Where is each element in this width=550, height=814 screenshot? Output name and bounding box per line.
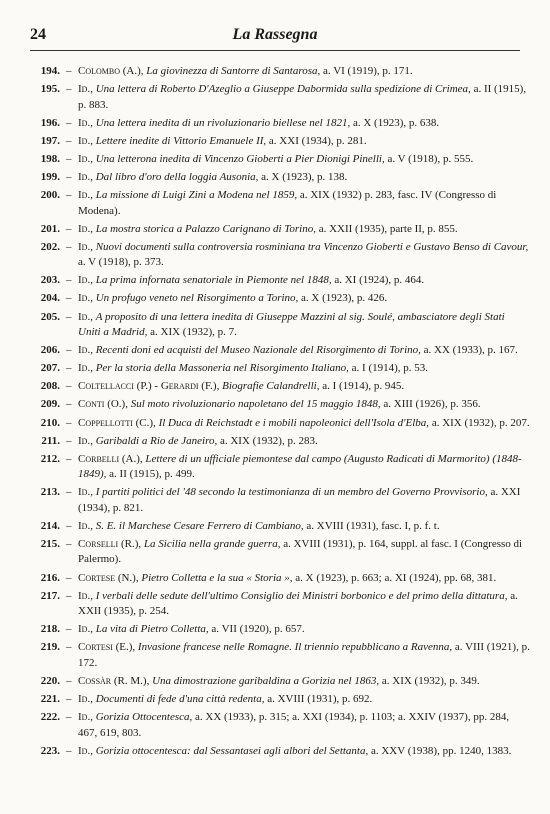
entry-dash: – xyxy=(66,434,72,447)
entry-author: Coppellotti (C.), xyxy=(78,416,156,429)
entry-citation: a. XX (1933), p. 167. xyxy=(423,344,518,357)
entry-title: La giovinezza di Santorre di Santarosa, xyxy=(146,65,321,77)
entry-number: 217. xyxy=(40,589,60,602)
entry-dash: – xyxy=(66,344,72,357)
entry-dash: – xyxy=(66,416,72,429)
entry-author: Cortesi (E.), xyxy=(78,641,136,654)
entry-author: Id., xyxy=(78,83,93,96)
bibliography-entry xyxy=(30,188,530,219)
bibliography-entry xyxy=(30,361,530,377)
entry-author: Id., xyxy=(78,189,93,202)
entry-citation: a. XVIII (1931), fasc. I, p. f. t. xyxy=(306,519,440,532)
entry-number: 215. xyxy=(40,537,60,550)
entry-dash: – xyxy=(66,189,72,202)
entry-dash: – xyxy=(66,116,72,129)
entry-dash: – xyxy=(66,589,72,602)
entry-author: Conti (O.), xyxy=(78,398,128,411)
entry-title: Nuovi documenti sulla controversia rosminiana tra Vincenzo Gioberti e Gustavo Benso di Cavour, xyxy=(95,240,529,253)
entry-dash: – xyxy=(66,222,72,235)
entry-citation: a. XIX (1932) p. 283, fasc. IV (Congresso di Modena). xyxy=(78,189,497,217)
entry-citation: a. VII (1920), p. 657. xyxy=(211,623,305,636)
entry-text xyxy=(78,379,530,395)
entry-dash: – xyxy=(66,152,72,165)
entry-citation: a. X (1923), p. 638. xyxy=(352,116,440,129)
entry-author: Id., xyxy=(78,519,93,532)
entry-citation: a. XXV (1938), pp. 1240, 1383. xyxy=(370,744,512,757)
entry-author: Cortese (N.), xyxy=(78,571,139,584)
entry-number: 219. xyxy=(40,641,60,654)
entry-author: Id., xyxy=(78,711,93,724)
entry-number: 211. xyxy=(41,434,60,447)
entry-author: Id., xyxy=(78,589,93,602)
entry-citation: a. V (1918), p. 555. xyxy=(387,152,474,165)
entry-number: 205. xyxy=(40,310,60,323)
bibliography-entry xyxy=(30,116,530,132)
bibliography-entry xyxy=(30,640,530,671)
entry-citation: a. XIX (1932), p. 7. xyxy=(150,326,237,339)
bibliography-entry xyxy=(30,589,530,620)
entry-title: La Sicilia nella grande guerra, xyxy=(143,537,281,550)
entry-number: 210. xyxy=(40,416,60,429)
entry-text xyxy=(78,361,530,377)
entry-dash: – xyxy=(66,519,72,532)
bibliography-entry xyxy=(30,674,530,690)
entry-citation: a. XXI (1934), p. 281. xyxy=(268,134,367,147)
bibliography-entry xyxy=(30,291,530,307)
bibliography-entry xyxy=(30,152,530,168)
page-header xyxy=(30,26,520,48)
entry-dash: – xyxy=(66,744,72,757)
entry-title: La mostra storica a Palazzo Carignano di Torino, xyxy=(95,222,316,235)
entry-number: 214. xyxy=(40,519,60,532)
entry-text xyxy=(78,170,530,186)
entry-text xyxy=(78,273,530,289)
entry-dash: – xyxy=(66,170,72,183)
entry-author: Id., xyxy=(78,222,93,235)
entry-text xyxy=(78,519,530,535)
entry-dash: – xyxy=(66,380,72,393)
entry-text xyxy=(78,240,530,271)
entry-citation: a. XXII (1935), parte II, p. 855. xyxy=(318,222,458,235)
entry-text xyxy=(78,188,530,219)
entry-title: Lettere inedite di Vittorio Emanuele II, xyxy=(95,134,267,147)
bibliography-entry xyxy=(30,82,530,113)
bibliography-entry xyxy=(30,622,530,638)
entry-citation: a. I (1914), p. 53. xyxy=(351,362,429,375)
entry-author: Id., xyxy=(78,693,93,706)
entry-dash: – xyxy=(66,310,72,323)
entry-author: Id., xyxy=(78,152,93,165)
entry-text xyxy=(78,152,530,168)
bibliography-entry xyxy=(30,485,530,516)
entry-author: Id., xyxy=(78,486,93,499)
entry-title: Una lettera di Roberto D'Azeglio a Giuseppe Dabormida sulla spedizione di Crimea, xyxy=(95,83,471,96)
entry-title: Dal libro d'oro della loggia Ausonia, xyxy=(95,170,259,183)
bibliography-entry xyxy=(30,64,530,80)
bibliography-entry xyxy=(30,692,530,708)
entry-number: 200. xyxy=(40,189,60,202)
entry-citation: a. XIX (1932), p. 349. xyxy=(381,674,480,687)
entry-title: Garibaldi a Rio de Janeiro, xyxy=(95,434,218,447)
entry-dash: – xyxy=(66,693,72,706)
bibliography-list xyxy=(30,64,530,762)
entry-title: A proposito di una lettera inedita di Giuseppe Mazzini al sig. Soulé, ambasciatore degli Stati Uniti a Madrid, xyxy=(78,310,505,339)
entry-citation: a. I (1914), p. 945. xyxy=(322,380,405,393)
entry-number: 203. xyxy=(40,274,60,287)
entry-text xyxy=(78,116,530,132)
entry-text xyxy=(78,416,530,432)
entry-author: Id., xyxy=(78,134,93,147)
entry-author: Cossàr (R. M.), xyxy=(78,674,150,687)
entry-number: 197. xyxy=(40,134,60,147)
entry-number: 209. xyxy=(40,398,60,411)
entry-dash: – xyxy=(66,537,72,550)
entry-citation: a. II (1915), p. 883. xyxy=(78,83,527,111)
entry-title: Per la storia della Massoneria nel Risorgimento Italiano, xyxy=(95,362,349,375)
entry-citation: a. XVIII (1931), p. 164, suppl. al fasc. I (Congresso di Palermo). xyxy=(78,537,523,566)
entry-text xyxy=(78,222,530,238)
entry-author: Id., xyxy=(78,310,93,323)
entry-author: Id., xyxy=(78,434,93,447)
entry-citation: a. XIX (1932), p. 283. xyxy=(219,434,318,447)
entry-citation: a. XI (1924), p. 464. xyxy=(334,274,425,287)
entry-title: Il Duca di Reichstadt e i mobili napoleonici dell'Isola d'Elba, xyxy=(158,416,430,429)
bibliography-entry xyxy=(30,379,530,395)
entry-dash: – xyxy=(66,641,72,654)
bibliography-entry xyxy=(30,397,530,413)
entry-author: Id., xyxy=(78,240,93,253)
header-rule xyxy=(30,50,520,51)
bibliography-entry xyxy=(30,134,530,150)
entry-number: 194. xyxy=(40,65,60,77)
entry-author: Id., xyxy=(78,292,93,305)
entry-dash: – xyxy=(66,452,72,465)
entry-text xyxy=(78,674,530,690)
entry-citation: a. VIII (1921), p. 172. xyxy=(78,641,530,669)
entry-citation: a. V (1918), p. 373. xyxy=(78,256,164,269)
bibliography-entry xyxy=(30,310,530,341)
entry-title: I verbali delle sedute dell'ultimo Consiglio dei Ministri borbonico e del primo della dittatura, xyxy=(95,589,508,602)
page-number: 24 xyxy=(30,26,46,43)
entry-number: 223. xyxy=(40,744,60,757)
entry-text xyxy=(78,640,530,671)
entry-number: 201. xyxy=(40,222,60,235)
entry-text xyxy=(78,622,530,638)
entry-text xyxy=(78,397,530,413)
entry-text xyxy=(78,710,530,741)
entry-title: Recenti doni ed acquisti del Museo Nazionale del Risorgimento di Torino, xyxy=(95,344,421,357)
entry-citation: a. XIII (1926), p. 356. xyxy=(383,398,481,411)
entry-dash: – xyxy=(66,398,72,411)
entry-author: Id., xyxy=(78,623,93,636)
entry-citation: a. XIX (1932), p. 207. xyxy=(431,416,530,429)
bibliography-entry xyxy=(30,710,530,741)
entry-dash: – xyxy=(66,274,72,287)
entry-dash: – xyxy=(66,486,72,499)
entry-author: Colombo (A.), xyxy=(78,65,144,77)
bibliography-entry xyxy=(30,170,530,186)
bibliography-entry xyxy=(30,273,530,289)
entry-title: Documenti di fede d'una città redenta, xyxy=(95,693,265,706)
entry-citation: a. VI (1919), p. 171. xyxy=(323,65,413,77)
entry-title: Gorizia Ottocentesca, xyxy=(95,711,193,724)
entry-text xyxy=(78,64,530,80)
bibliography-entry xyxy=(30,519,530,535)
bibliography-entry xyxy=(30,343,530,359)
entry-citation: a. XXII (1935), p. 254. xyxy=(78,589,518,618)
entry-dash: – xyxy=(66,623,72,636)
entry-title: Un profugo veneto nel Risorgimento a Torino, xyxy=(95,292,299,305)
entry-number: 198. xyxy=(40,152,60,165)
entry-citation: a. XXI (1934), p. 821. xyxy=(78,486,521,514)
entry-title: Lettere di un ufficiale piemontese dal campo (Augusto Radicati di Marmorito) (1848-1849), xyxy=(78,452,522,481)
entry-author: Id., xyxy=(78,744,93,757)
entry-number: 199. xyxy=(40,170,60,183)
entry-number: 221. xyxy=(40,693,60,706)
entry-author: Id., xyxy=(78,116,93,129)
entry-title: I partiti politici del '48 secondo la testimonianza di un membro del Governo Provvisorio, xyxy=(95,486,488,499)
entry-number: 204. xyxy=(40,292,60,305)
entry-title: La missione di Luigi Zini a Modena nel 1859, xyxy=(95,189,298,202)
bibliography-entry xyxy=(30,416,530,432)
entry-title: Pietro Colletta e la sua « Storia », xyxy=(141,571,293,584)
entry-text xyxy=(78,744,530,760)
entry-citation: a. X (1923), p. 663; a. XI (1924), pp. 68, 381. xyxy=(295,571,497,584)
entry-dash: – xyxy=(66,674,72,687)
entry-dash: – xyxy=(66,292,72,305)
entry-title: Invasione francese nelle Romagne. Il triennio repubblicano a Ravenna, xyxy=(137,641,453,654)
entry-number: 206. xyxy=(40,344,60,357)
bibliography-entry xyxy=(30,222,530,238)
entry-author: Id., xyxy=(78,362,93,375)
entry-dash: – xyxy=(66,571,72,584)
entry-citation: a. II (1915), p. 499. xyxy=(109,468,195,481)
entry-number: 196. xyxy=(40,116,60,129)
entry-number: 220. xyxy=(40,674,60,687)
entry-title: Sul moto rivoluzionario napoletano del 15 maggio 1848, xyxy=(130,398,381,411)
entry-title: La prima infornata senatoriale in Piemonte nel 1848, xyxy=(95,274,332,287)
entry-number: 207. xyxy=(40,362,60,375)
entry-citation: a. X (1923), p. 426. xyxy=(301,292,388,305)
entry-citation: a. XX (1933), p. 315; a. XXI (1934), p. 1103; a. XXIV (1937), pp. 284, 467, 619, 803. xyxy=(78,711,510,739)
entry-text xyxy=(78,589,530,620)
entry-dash: – xyxy=(66,134,72,147)
entry-text xyxy=(78,310,530,341)
entry-number: 202. xyxy=(40,240,60,253)
entry-text xyxy=(78,485,530,516)
entry-text xyxy=(78,82,530,113)
bibliography-entry xyxy=(30,744,530,760)
entry-title: Una lettera inedita di un rivoluzionario biellese nel 1821, xyxy=(95,116,351,129)
entry-citation: a. X (1923), p. 138. xyxy=(261,170,348,183)
entry-number: 212. xyxy=(40,452,60,465)
entry-author: Id., xyxy=(78,274,93,287)
bibliography-entry xyxy=(30,452,530,483)
entry-text xyxy=(78,291,530,307)
bibliography-entry xyxy=(30,240,530,271)
running-title: La Rassegna xyxy=(232,26,318,43)
entry-text xyxy=(78,452,530,483)
entry-author: Corselli (R.), xyxy=(78,537,142,550)
entry-number: 195. xyxy=(40,83,60,96)
entry-title: Biografie Calandrelli, xyxy=(222,380,320,393)
entry-number: 222. xyxy=(40,711,60,724)
entry-title: Una letterona inedita di Vincenzo Gioberti a Pier Dionigi Pinelli, xyxy=(95,152,385,165)
entry-number: 213. xyxy=(40,486,60,499)
entry-text xyxy=(78,692,530,708)
entry-text xyxy=(78,434,530,450)
entry-number: 216. xyxy=(40,571,60,584)
bibliography-entry xyxy=(30,571,530,587)
bibliography-entry xyxy=(30,537,530,568)
entry-dash: – xyxy=(66,65,72,77)
entry-text xyxy=(78,134,530,150)
entry-author: Corbelli (A.), xyxy=(78,452,143,465)
entry-author: Id., xyxy=(78,170,93,183)
bibliography-entry xyxy=(30,434,530,450)
entry-title: Gorizia ottocentesca: dal Sessantasei agli albori del Settanta, xyxy=(95,744,369,757)
entry-author: Coltellacci (P.) - Gerardi (F.), xyxy=(78,380,220,393)
entry-number: 208. xyxy=(40,380,60,393)
entry-dash: – xyxy=(66,83,72,96)
entry-author: Id., xyxy=(78,344,93,357)
entry-dash: – xyxy=(66,240,72,253)
entry-text xyxy=(78,537,530,568)
entry-text xyxy=(78,571,530,587)
entry-title: S. E. il Marchese Cesare Ferrero di Cambiano, xyxy=(95,519,304,532)
entry-title: La vita di Pietro Colletta, xyxy=(95,623,209,636)
entry-dash: – xyxy=(66,711,72,724)
entry-dash: – xyxy=(66,362,72,375)
entry-number: 218. xyxy=(40,623,60,636)
entry-citation: a. XVIII (1931), p. 692. xyxy=(267,693,373,706)
entry-text xyxy=(78,343,530,359)
entry-title: Una dimostrazione garibaldina a Gorizia nel 1863, xyxy=(152,674,380,687)
